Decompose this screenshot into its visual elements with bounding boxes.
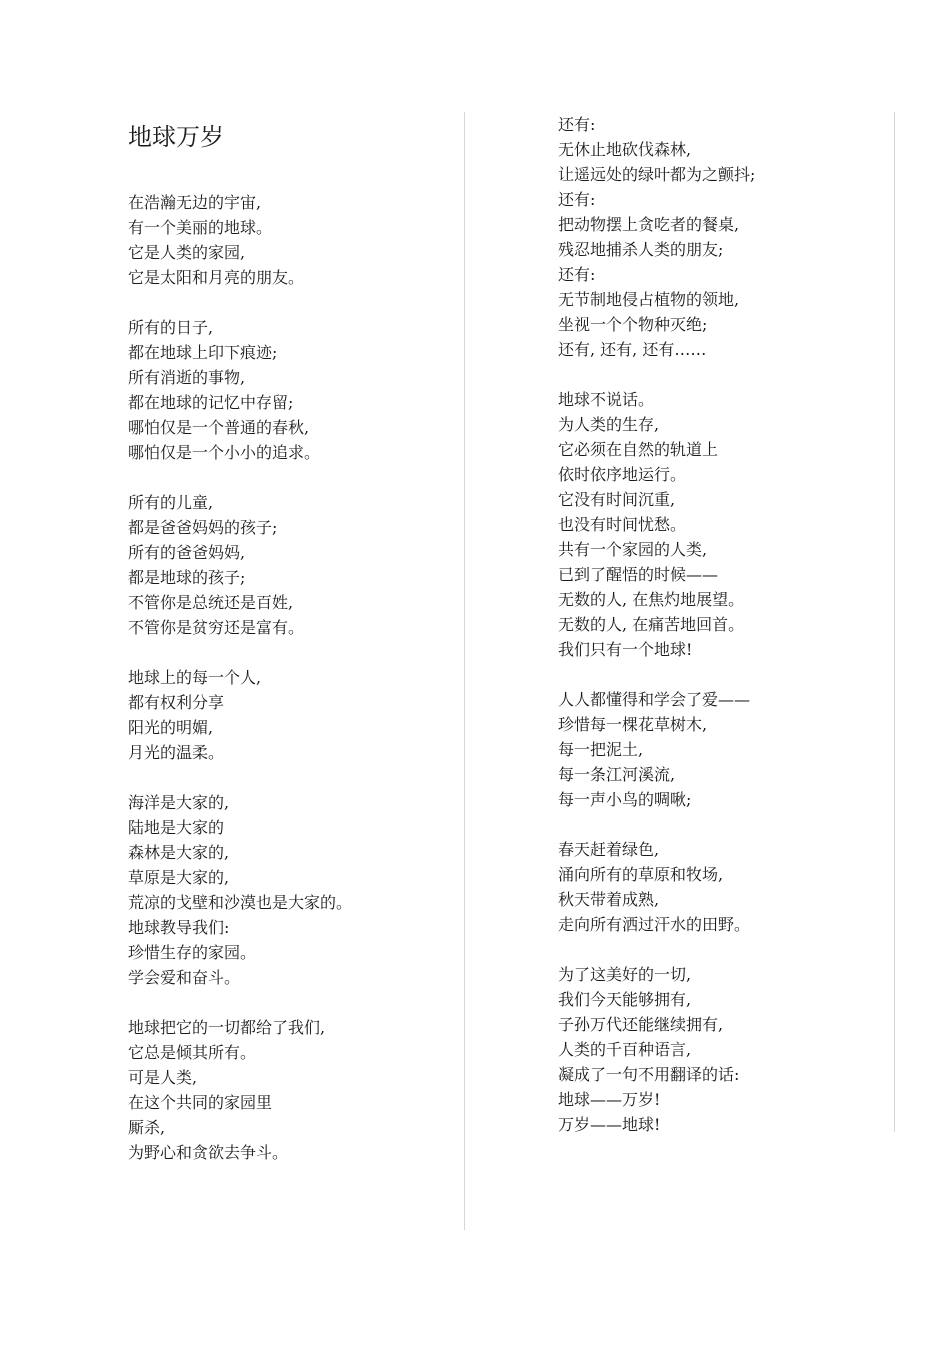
stanza [558, 962, 894, 1137]
poem-line: 残忍地捕杀人类的朋友; [558, 240, 724, 259]
poem-line: 所有的爸爸妈妈, [128, 543, 246, 562]
poem-line: 春天赶着绿色, [558, 840, 660, 859]
poem-line: 我们今天能够拥有, [558, 990, 692, 1009]
poem-line: 不管你是贫穷还是富有。 [128, 618, 305, 637]
poem-line: 珍惜生存的家园。 [128, 943, 257, 962]
poem-line: 所有的儿童, [128, 493, 214, 512]
poem-line: 阳光的明媚, [128, 718, 214, 737]
poem-line: 所有的日子, [128, 318, 214, 337]
poem-line: 把动物摆上贪吃者的餐桌, [558, 215, 740, 234]
poem-line: 已到了醒悟的时候—— [558, 565, 719, 584]
poem-line: 都在地球上印下痕迹; [128, 343, 278, 362]
poem-line: 万岁——地球! [558, 1115, 661, 1134]
poem-line: 都是地球的孩子; [128, 568, 246, 587]
poem-line: 还有: [558, 115, 596, 134]
poem-line: 都是爸爸妈妈的孩子; [128, 518, 278, 537]
poem-line: 秋天带着成熟, [558, 890, 660, 909]
poem-line: 无休止地砍伐森林, [558, 140, 692, 159]
poem-line: 海洋是大家的, [128, 793, 230, 812]
poem-line: 子孙万代还能继续拥有, [558, 1015, 724, 1034]
poem-line: 地球教导我们: [128, 918, 230, 937]
poem-line: 地球不说话。 [558, 390, 655, 409]
poem-line: 每一条江河溪流, [558, 765, 676, 784]
poem-line: 让遥远处的绿叶都为之颤抖; [558, 165, 756, 184]
poem-line: 为野心和贪欲去争斗。 [128, 1143, 289, 1162]
poem-line: 还有, 还有, 还有…… [558, 340, 707, 359]
poem-line: 有一个美丽的地球。 [128, 218, 273, 237]
poem-line: 地球——万岁! [558, 1090, 661, 1109]
poem-line: 还有: [558, 190, 596, 209]
stanza [128, 490, 464, 640]
poem-line: 无数的人, 在焦灼地展望。 [558, 590, 745, 609]
poem-line: 走向所有洒过汗水的田野。 [558, 915, 751, 934]
poem-line: 在这个共同的家园里 [128, 1093, 273, 1112]
poem-line: 厮杀, [128, 1118, 166, 1137]
poem-line: 还有: [558, 265, 596, 284]
right-column [558, 112, 895, 1132]
stanza [558, 112, 894, 362]
poem-line: 它是太阳和月亮的朋友。 [128, 268, 305, 287]
poem-line: 森林是大家的, [128, 843, 230, 862]
poem-line: 所有消逝的事物, [128, 368, 246, 387]
poem-line: 都在地球的记忆中存留; [128, 393, 294, 412]
right-stanzas [558, 112, 894, 1137]
poem-line: 在浩瀚无边的宇宙, [128, 193, 262, 212]
poem-line: 荒凉的戈壁和沙漠也是大家的。 [128, 893, 353, 912]
poem-line: 学会爱和奋斗。 [128, 968, 241, 987]
stanza [558, 687, 894, 812]
poem-line: 月光的温柔。 [128, 743, 225, 762]
poem-line: 可是人类, [128, 1068, 198, 1087]
poem-line: 为人类的生存, [558, 415, 660, 434]
poem-line: 涌向所有的草原和牧场, [558, 865, 724, 884]
left-stanzas [128, 190, 464, 1165]
stanza [128, 315, 464, 465]
poem-line: 哪怕仅是一个小小的追求。 [128, 443, 321, 462]
poem-line: 都有权利分享 [128, 693, 225, 712]
poem-line: 哪怕仅是一个普通的春秋, [128, 418, 310, 437]
stanza [128, 790, 464, 990]
left-column [128, 112, 465, 1230]
poem-line: 人人都懂得和学会了爱—— [558, 690, 751, 709]
poem-line: 坐视一个个物种灭绝; [558, 315, 708, 334]
poem-line: 我们只有一个地球! [558, 640, 693, 659]
poem-line: 它是人类的家园, [128, 243, 246, 262]
poem-title: 地球万岁 [128, 123, 224, 151]
poem-line: 地球上的每一个人, [128, 668, 262, 687]
stanza [128, 190, 464, 290]
stanza [128, 665, 464, 765]
poem-line: 也没有时间忧愁。 [558, 515, 687, 534]
poem-line: 人类的千百种语言, [558, 1040, 692, 1059]
poem-line: 不管你是总统还是百姓, [128, 593, 294, 612]
poem-line: 地球把它的一切都给了我们, [128, 1018, 326, 1037]
poem-line: 珍惜每一棵花草树木, [558, 715, 708, 734]
poem-line: 它总是倾其所有。 [128, 1043, 257, 1062]
stanza [128, 1015, 464, 1165]
poem-line: 无数的人, 在痛苦地回首。 [558, 615, 745, 634]
poem-line: 共有一个家园的人类, [558, 540, 708, 559]
stanza [558, 387, 894, 662]
poem-line: 依时依序地运行。 [558, 465, 687, 484]
poem-line: 草原是大家的, [128, 868, 230, 887]
poem-line: 凝成了一句不用翻译的话: [558, 1065, 740, 1084]
poem-line: 它没有时间沉重, [558, 490, 676, 509]
stanza [558, 837, 894, 937]
poem-line: 每一把泥土, [558, 740, 644, 759]
poem-line: 陆地是大家的 [128, 818, 225, 837]
poem-line: 它必须在自然的轨道上 [558, 440, 719, 459]
poem-line: 无节制地侵占植物的领地, [558, 290, 740, 309]
poem-line: 为了这美好的一切, [558, 965, 692, 984]
poem-line: 每一声小鸟的啁啾; [558, 790, 692, 809]
